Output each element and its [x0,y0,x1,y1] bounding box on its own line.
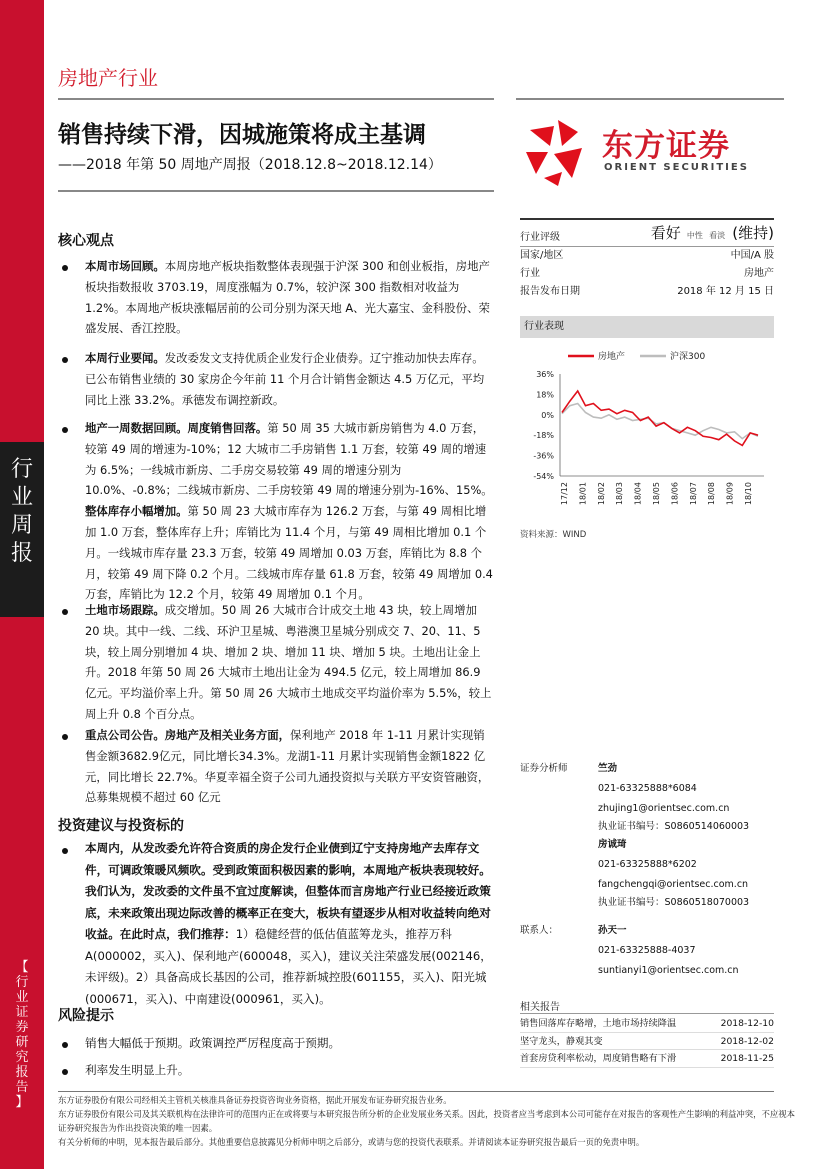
legend-label: 房地产 [598,352,626,362]
rating-main: 看好 [650,224,681,242]
core-point-3 [85,418,495,605]
core-point-lead: 本周行业要闻。 [85,351,165,365]
core-point-5 [85,725,495,808]
analyst-name: 竺劲 [598,763,618,774]
related-report-title[interactable]: 坚守龙头，静观其变 [520,1036,603,1047]
info-label: 行业 [520,268,540,279]
x-tick-label: 18/09 [725,482,735,506]
bullet-icon [62,265,68,271]
rating-neutral: 中性 [686,231,703,240]
legend-label: 沪深300 [670,352,706,362]
x-tick-label: 18/04 [633,482,643,506]
bullet-icon [62,1069,68,1075]
contact-email[interactable]: suntianyi1@orientsec.com.cn [598,965,739,976]
risk-item-2: 利率发生明显上升。 [85,1063,190,1077]
core-point-lead: 地产一周数据回顾。周度销售回落。 [85,421,268,435]
y-tick-label: -54% [533,472,554,481]
bullet-icon [62,1042,68,1048]
core-point-lead: 重点公司公告。房地产及相关业务方面， [85,728,291,742]
core-point-text-2: 第 50 周 23 大城市库存为 126.2 万套，与第 49 周相比增加 1.0 万套，整体库存上升；库销比为 11.4 个月，与第 49 周相比增加 0.1 个月。一线城市库存量 23.3 万套，较第 49 周增加 0.03 万套，库销比为 8.8 个月，较第 49 周下降 0.2 个月。二线城市库存量 61.8 万套，较第 49 周增加 0.4 万套，库销比为 12.2 个月，较第 49 周增加 0.1 个月。 [85,504,493,602]
x-tick-label: 18/02 [596,482,606,506]
left-sidebar [0,0,44,1169]
disclaimer-line: 东方证券股份有限公司及其关联机构在法律许可的范围内正在或将要与本研究报告所分析的企业发展业务关系。因此，投资者应当考虑到本公司可能存在对报告的客观性产生影响的利益冲突，不应视本证券研究报告为作出投资决策的唯一因素。 [58,1109,795,1133]
footer-divider [58,1091,774,1092]
disclaimer-footer [58,1093,798,1149]
invest-text: 1）稳健经营的低估值蓝筹龙头，推荐万科 A(000002，买入)、保利地产(600048，买入)，建议关注荣盛发展(002146，未评级)。2）具备高成长基因的公司，推荐新城控股(601155，买入)、阳光城(000671，买入)、中南建设(000961，买入)。 [85,927,492,1006]
contact-label: 联系人： [520,925,559,936]
core-point-text: 本周房地产板块指数整体表现强于沪深 300 和创业板指，房地产板块指数报收 3703.19，周度涨幅为 0.7%，较沪深 300 指数相对收益为 1.2%。本周地产板块涨幅居前的公司分别为深天地 A、光大嘉宝、金科股份、荣盛发展、香江控股。 [85,259,490,336]
related-divider [520,1067,774,1068]
report-type-text: 行业周报 [11,457,34,566]
x-tick-label: 18/10 [744,482,753,506]
header-divider-right [516,98,784,100]
contact-block [520,922,774,982]
analyst-cert: 执业证书编号：S0860514060003 [598,821,750,832]
analyst-phone: 021-63325888*6202 [598,859,697,870]
section-invest-heading: 投资建议与投资标的 [58,818,184,834]
header-divider-left [58,98,494,100]
bullet-icon [62,734,68,740]
rating-bearish: 看淡 [709,231,726,240]
logo-mark-icon [522,116,594,186]
related-divider [520,1049,774,1050]
core-point-1 [85,256,495,339]
related-report-title[interactable]: 销售回落库存略增，土地市场持续降温 [520,1018,677,1029]
report-type-label [0,442,44,617]
logo-text-en: ORIENT SECURITIES [604,162,749,173]
y-tick-label: 0% [541,410,554,420]
section-risk-heading: 风险提示 [58,1008,114,1024]
bullet-icon [62,357,68,363]
y-tick-label: -18% [533,431,554,441]
related-report-title[interactable]: 首套房贷利率松动，周度销售略有下滑 [520,1053,677,1064]
rating-top-line [520,218,774,220]
analyst-email[interactable]: fangchengqi@orientsec.com.cn [598,879,749,890]
analyst-email[interactable]: zhujing1@orientsec.com.cn [598,803,730,814]
rating-row [520,224,774,248]
page-title: 销售持续下滑，因城施策将成主基调 [58,122,426,148]
related-report-date: 2018-12-02 [720,1036,774,1047]
core-point-2 [85,348,495,410]
series-line-房地产 [562,391,758,445]
analyst-name: 房诚琦 [598,839,627,850]
related-reports-heading: 相关报告 [520,1002,560,1013]
rating-value [651,226,774,243]
core-point-text: 保利地产 2018 年 1-11 月累计实现销售金额3682.9亿元，同比增长34.3%。龙湖1-11 月累计实现销售金额1822 亿元，同比增长 22.7%。华夏幸福全资子公司九通投资拟与关联方平安资管融资，总募集规模不超过 60 亿元 [85,728,490,805]
invest-paragraph [85,838,497,1010]
x-tick-label: 18/01 [578,482,588,506]
core-point-text: 发改委发文支持优质企业发行企业债券。辽宁推动加快去库存。已公布销售业绩的 30 家房企今年前 11 个月合计销售金额达 4.5 万亿元，平均同比上涨 33.2%。承德发布调控新政。 [85,351,485,407]
x-tick-label: 18/05 [652,482,661,506]
y-tick-label: 18% [536,390,554,400]
rating-label: 行业评级 [520,232,560,243]
company-logo [522,116,782,186]
sidebar-footer-text: 【行业 证券研究报告】 [15,960,29,1110]
bullet-icon [62,609,68,615]
x-tick-label: 17/12 [560,482,569,506]
series-line-沪深300 [562,404,758,439]
chart-legend [568,350,705,362]
related-report-date: 2018-11-25 [720,1053,774,1064]
core-point-lead-2: 整体库存小幅增加。 [85,504,188,519]
info-label: 国家/地区 [520,250,564,261]
analyst-block [520,760,774,920]
related-divider [520,1013,774,1014]
section-core-heading: 核心观点 [58,233,114,249]
x-tick-label: 18/06 [670,482,680,506]
analyst-cert: 执业证书编号：S0860518070003 [598,897,750,908]
related-report-date: 2018-12-10 [720,1018,774,1029]
disclaimer-line: 东方证券股份有限公司经相关主管机关核准具备证券投资咨询业务资格，据此开展发布证券研究报告业务。 [58,1095,452,1105]
contact-phone: 021-63325888-4037 [598,945,696,956]
core-point-text: 成交增加。50 周 26 大城市合计成交土地 43 块，较上周增加 20 块。其中一线、二线、环沪卫星城、粤港澳卫星城分别成交 7、20、11、5 块，较上周分别增加 4 块、增加 2 块、增加 11 块、增加 5 块。土地出让金上升。2018 年第 50 周 26 大城市土地出让金为 494.5 亿元，较上周增加 86.9 亿元。平均溢价率上升。第 50 周 26 大城市土地成交平均溢价率为 5.5%，较上周上升 0.8 个百分点。 [85,603,492,721]
bullet-icon [62,427,68,433]
info-value: 2018 年 12 月 15 日 [677,286,774,297]
rating-status: (维持) [732,224,774,242]
analyst-phone: 021-63325888*6084 [598,783,697,794]
y-tick-label: -36% [533,451,554,461]
related-divider [520,1032,774,1033]
industry-name: 房地产行业 [58,66,158,90]
logo-text-cn: 东方证券 [602,128,730,164]
title-divider [58,190,494,192]
page-subtitle: ——2018 年第 50 周地产周报（2018.12.8~2018.12.14） [58,157,442,173]
y-tick-label: 36% [536,370,554,379]
sidebar-footer-label [0,960,44,1110]
core-point-4 [85,600,495,725]
contact-name: 孙天一 [598,925,627,936]
chart-source: 资料来源：WIND [520,530,587,540]
x-tick-label: 18/03 [615,482,625,506]
analyst-label: 证券分析师 [520,763,568,774]
invest-text-bold: 本周内，从发改委允许符合资质的房企发行企业债到辽宁支持房地产去库存文件，可调政策暖风频吹。受到政策面积极因素的影响，本周地产板块表现较好。我们认为，发改委的文件虽不宜过度解读，但整体而言房地产行业已经接近政策底，未来政策出现边际改善的概率正在变大，板块有望逐步从相对收益转向绝对收益。在此时点，我们推荐： [85,841,491,941]
core-point-lead: 本周市场回顾。 [85,259,165,273]
info-value: 房地产 [744,268,774,279]
disclaimer-line: 有关分析师的申明，见本报告最后部分。其他重要信息披露见分析师申明之后部分，或请与您的投资代表联系。并请阅读本证券研究报告最后一页的免责申明。 [58,1137,645,1147]
risk-item-1: 销售大幅低于预期。政策调控严厉程度高于预期。 [85,1036,341,1050]
info-value: 中国/A 股 [730,250,774,261]
performance-header: 行业表现 [520,316,774,338]
x-tick-label: 18/08 [707,482,717,506]
bullet-icon [62,848,68,854]
performance-chart-svg [520,344,774,524]
core-point-text: 第 50 周 35 大城市新房销售为 4.0 万套，较第 49 周的增速为-10%；12 大城市二手房销售 1.1 万套，较第 49 周的增速为 6.5%；一线城市新房、二手房交易较第 49 周的增速分别为 10.0%、-0.8%；二线城市新房、二手房较第 49 周的增速分别为-16%、15%。 [85,421,493,498]
x-tick-label: 18/07 [688,482,698,506]
performance-chart [520,344,774,524]
core-point-lead: 土地市场跟踪。 [85,603,165,617]
info-label: 报告发布日期 [520,286,580,297]
rating-divider [520,246,774,247]
